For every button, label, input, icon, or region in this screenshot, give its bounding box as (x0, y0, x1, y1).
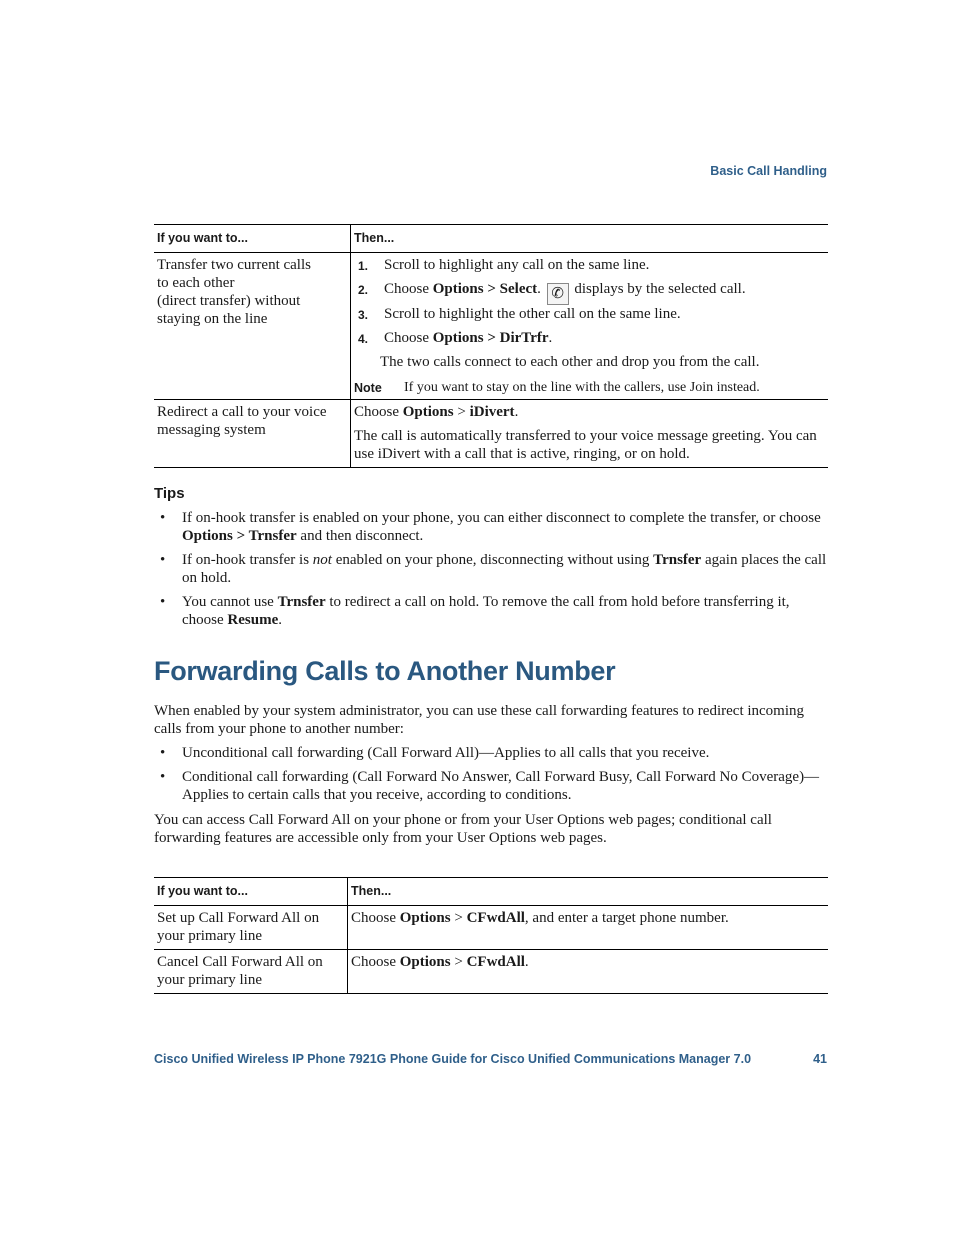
then-cell: Choose Options > CFwdAll. (348, 950, 829, 994)
step-text: Choose Options > Select. ✆ displays by the selected call. (384, 280, 746, 305)
step-number: 2. (358, 283, 369, 297)
page-number: 41 (813, 1052, 827, 1066)
column-header-then: Then... (348, 878, 829, 906)
section-outro: You can access Call Forward All on your phone or from your User Options web pages; conditional call forwarding features are accessible only from your User Options web pages. (154, 812, 772, 846)
list-item: • If on-hook transfer is enabled on your phone, you can either disconnect to complete the transfer, or choose Options > Trnsfer and then disconnect. (154, 509, 830, 545)
want-cell: Cancel Call Forward All on your primary line (154, 950, 348, 994)
softkey-path: Options > Select (432, 281, 538, 297)
table-row (154, 950, 828, 994)
bullet-icon: • (160, 552, 166, 568)
bullet-icon: • (160, 594, 166, 610)
want-cell: Set up Call Forward All on your primary line (154, 906, 348, 950)
list-item: • Conditional call forwarding (Call Forward No Answer, Call Forward Busy, Call Forward No Coverage)—Applies to certain calls that you receive, according to conditions. (154, 768, 830, 804)
then-cell (351, 253, 829, 400)
step-item (354, 280, 825, 305)
bullet-icon: • (160, 769, 166, 785)
tips-list (154, 509, 830, 635)
want-line: (direct transfer) without (157, 293, 301, 309)
note-label: Note (354, 381, 382, 395)
table-row (154, 906, 828, 950)
step-item (354, 329, 825, 353)
bullet-icon: • (160, 510, 166, 526)
note (354, 379, 825, 397)
section-intro: When enabled by your system administrator, you can use these call forwarding features to redirect incoming calls from your phone to another number: (154, 703, 805, 737)
step-item (354, 305, 825, 329)
list-item: • If on-hook transfer is not enabled on your phone, disconnecting without using Trnsfer again places the call on hold. (154, 551, 830, 587)
step-number: 3. (358, 308, 369, 322)
then-description: The call is automatically transferred to your voice message greeting. You can use iDivert with a call that is active, ringing, or on hold. (354, 428, 817, 462)
table-row (154, 400, 828, 468)
forward-table (154, 877, 828, 994)
forwarding-list (154, 744, 830, 810)
then-cell: Choose Options > CFwdAll, and enter a target phone number. (348, 906, 829, 950)
column-header-want: If you want to... (154, 225, 351, 253)
table-header-row (154, 878, 828, 906)
section-title: Forwarding Calls to Another Number (154, 656, 616, 686)
step-item (354, 256, 825, 280)
step-text: Choose Options > DirTrfr. (384, 330, 553, 346)
step-number: 1. (358, 259, 369, 273)
list-item: • Unconditional call forwarding (Call Forward All)—Applies to all calls that you receive. (154, 744, 830, 762)
want-cell (154, 400, 351, 468)
then-instruction: Choose Options > iDivert. (354, 404, 519, 420)
softkey-path: Options > DirTrfr (432, 330, 549, 346)
step-number: 4. (358, 332, 369, 346)
then-cell (351, 400, 829, 468)
column-header-then: Then... (351, 225, 829, 253)
note-text: If you want to stay on the line with the callers, use Join instead. (404, 380, 760, 395)
bullet-icon: • (160, 745, 166, 761)
step-text: Scroll to highlight the other call on the same line. (384, 306, 681, 322)
phone-handset-icon: ✆ (547, 283, 569, 305)
want-line: Redirect a call to your voice (157, 404, 327, 420)
transfer-table (154, 224, 828, 468)
tips-heading: Tips (154, 485, 185, 502)
want-line: staying on the line (157, 311, 268, 327)
list-item: • You cannot use Trnsfer to redirect a call on hold. To remove the call from hold before transferring it, choose Resume. (154, 593, 830, 629)
want-line: to each other (157, 275, 235, 291)
want-cell (154, 253, 351, 400)
step-result: The two calls connect to each other and drop you from the call. (380, 354, 760, 370)
running-header: Basic Call Handling (710, 164, 827, 178)
step-text: Scroll to highlight any call on the same line. (384, 257, 650, 273)
step-list (354, 256, 825, 353)
want-line: Transfer two current calls (157, 257, 311, 273)
table-row (154, 253, 828, 400)
column-header-want: If you want to... (154, 878, 348, 906)
table-header-row (154, 225, 828, 253)
want-line: messaging system (157, 422, 266, 438)
footer-title: Cisco Unified Wireless IP Phone 7921G Phone Guide for Cisco Unified Communications Manager 7.0 (154, 1052, 752, 1066)
